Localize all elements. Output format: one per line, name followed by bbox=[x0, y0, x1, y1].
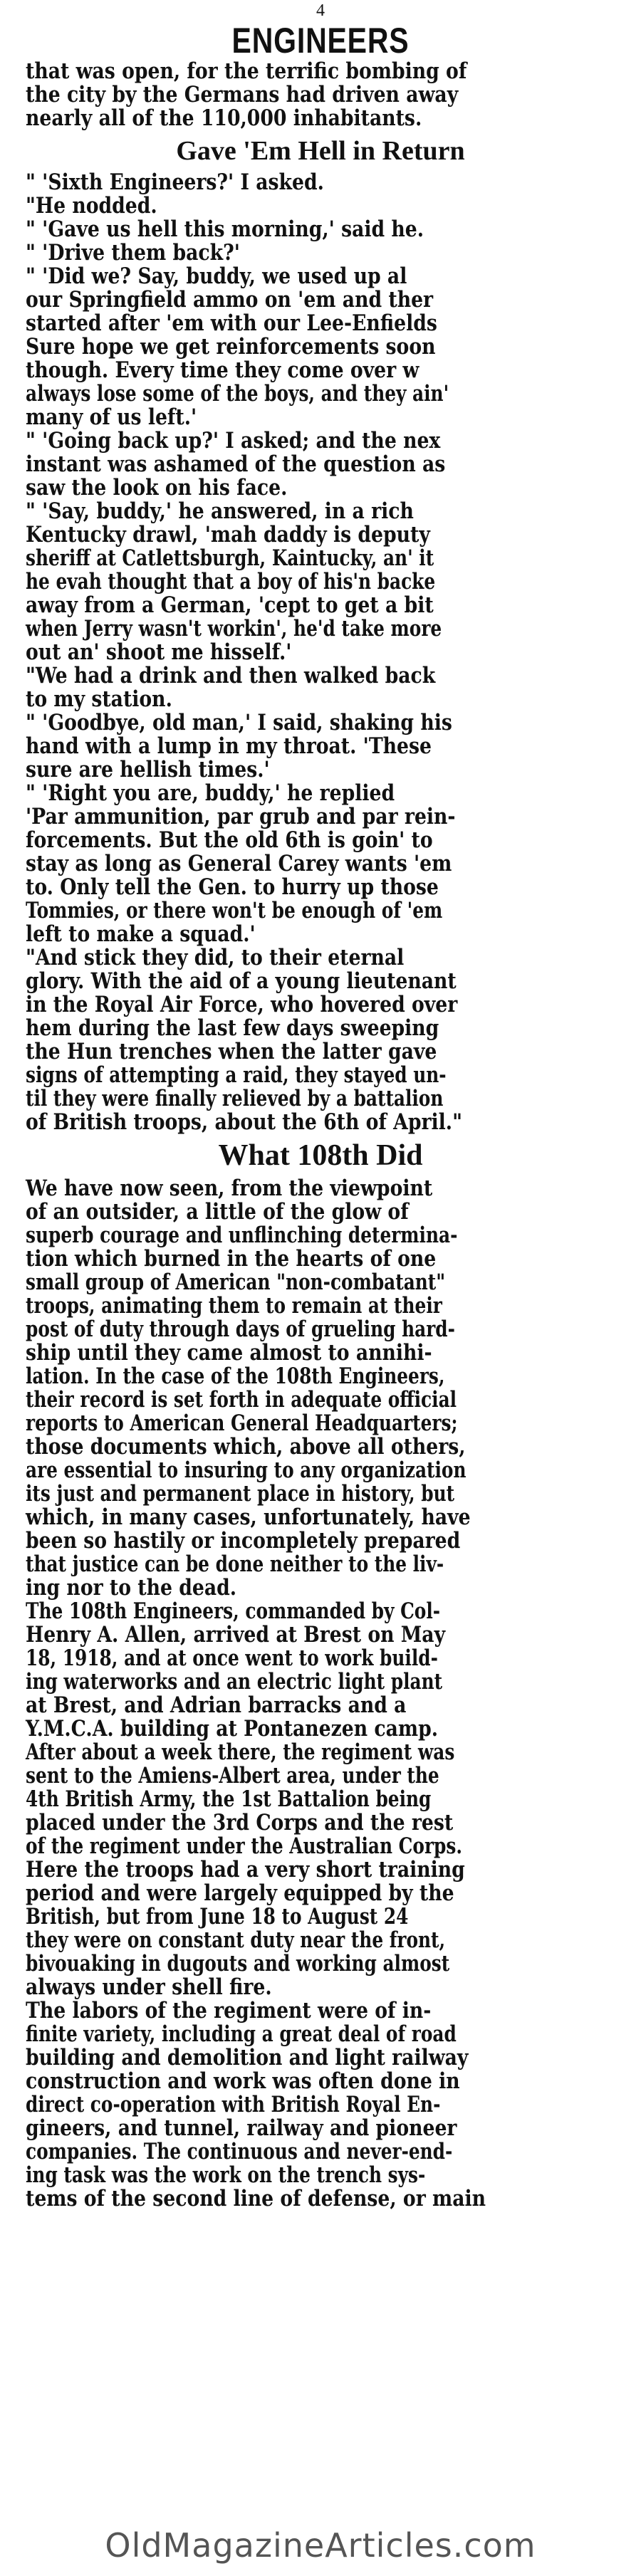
text-line: " 'Right you are, buddy,' he replied bbox=[26, 780, 395, 806]
text-line: left to make a squad.' bbox=[26, 921, 256, 947]
text-line: when Jerry wasn't workin', he'd take more bbox=[26, 616, 442, 642]
text-line: " 'Going back up?' I asked; and the nex bbox=[26, 428, 441, 454]
text-line: gineers, and tunnel, railway and pioneer bbox=[26, 2115, 457, 2141]
text-line: its just and permanent place in history, but bbox=[26, 1481, 455, 1507]
text-line: nearly all of the 110,000 inhabitants. bbox=[26, 105, 422, 131]
section-what-108th-did bbox=[26, 1134, 615, 2211]
text-line: started after 'em with our Lee-Enfields bbox=[26, 310, 437, 336]
text-line: We have now seen, from the viewpoint bbox=[26, 1176, 433, 1201]
text-line: " 'Goodbye, old man,' I said, shaking his bbox=[26, 710, 452, 735]
section-heading: Gave 'Em Hell in Return bbox=[176, 136, 465, 166]
text-line: building and demolition and light railway bbox=[26, 2045, 469, 2070]
text-line: superb courage and unflinching determina- bbox=[26, 1222, 458, 1248]
text-line: the Hun trenches when the latter gave bbox=[26, 1039, 437, 1064]
section-intro bbox=[26, 60, 615, 130]
text-line: ship until they came almost to annihi- bbox=[26, 1340, 432, 1366]
masthead-title: ENGINEERS bbox=[231, 21, 410, 61]
text-line: "And stick they did, to their eternal bbox=[26, 945, 405, 970]
text-line: stay as long as General Carey wants 'em bbox=[26, 851, 452, 876]
text-line: sure are hellish times.' bbox=[26, 757, 270, 782]
text-line: The 108th Engineers, commanded by Col- bbox=[26, 1598, 441, 1624]
text-line: companies. The continuous and never-end- bbox=[26, 2139, 453, 2164]
text-line: of an outsider, a little of the glow of bbox=[26, 1199, 409, 1225]
page-number: 4 bbox=[316, 1, 325, 20]
text-line: ing nor to the dead. bbox=[26, 1575, 237, 1601]
text-line: tems of the second line of defense, or main bbox=[26, 2186, 486, 2211]
text-line: in the Royal Air Force, who hovered over bbox=[26, 992, 458, 1017]
text-line: which, in many cases, unfortunately, have bbox=[26, 1504, 471, 1530]
text-line: Y.M.C.A. building at Pontanezen camp. bbox=[26, 1716, 439, 1742]
text-line: the city by the Germans had driven away bbox=[26, 82, 459, 108]
text-line: finite variety, including a great deal of road bbox=[26, 2021, 457, 2047]
text-line: period and were largely equipped by the bbox=[26, 1880, 454, 1906]
text-line: Henry A. Allen, arrived at Brest on May bbox=[26, 1622, 446, 1648]
text-line: small group of American "non-combatant" bbox=[26, 1269, 446, 1295]
text-line: are essential to insuring to any organization bbox=[26, 1457, 467, 1483]
text-line: tion which burned in the hearts of one bbox=[26, 1246, 437, 1272]
text-line: to. Only tell the Gen. to hurry up those bbox=[26, 874, 439, 900]
text-line: troops, animating them to remain at their bbox=[26, 1293, 442, 1319]
text-line: til they were finally relieved by a battalion bbox=[26, 1086, 444, 1111]
text-line: sent to the Amiens-Albert area, under the bbox=[26, 1763, 439, 1789]
text-line: hand with a lump in my throat. 'These bbox=[26, 733, 432, 759]
text-line: " 'Say, buddy,' he answered, in a rich bbox=[26, 498, 414, 524]
text-line: 18, 1918, and at once went to work build- bbox=[26, 1645, 438, 1671]
text-line: away from a German, 'cept to get a bit bbox=[26, 592, 434, 618]
text-line: of British troops, about the 6th of April." bbox=[26, 1109, 462, 1135]
text-line: though. Every time they come over w bbox=[26, 357, 419, 383]
text-line: reports to American General Headquarters; bbox=[26, 1410, 458, 1436]
text-line: to my station. bbox=[26, 686, 172, 712]
text-line: direct co-operation with British Royal En- bbox=[26, 2092, 441, 2117]
text-line: Here the troops had a very short training bbox=[26, 1857, 465, 1883]
text-line: British, but from June 18 to August 24 bbox=[26, 1904, 409, 1930]
site-watermark[interactable]: OldMagazineArticles.com bbox=[105, 2526, 536, 2565]
text-line: those documents which, above all others, bbox=[26, 1434, 466, 1460]
text-line: Kentucky drawl, 'mah daddy is deputy bbox=[26, 522, 430, 548]
text-line: always lose some of the boys, and they ain' bbox=[26, 381, 449, 407]
text-line: been so hastily or incompletely prepared bbox=[26, 1528, 461, 1554]
text-line: " 'Did we? Say, buddy, we used up al bbox=[26, 263, 407, 289]
text-line: many of us left.' bbox=[26, 404, 197, 430]
text-line: that justice can be done neither to the liv- bbox=[26, 1551, 444, 1577]
text-line: 'Par ammunition, par grub and par rein- bbox=[26, 804, 456, 829]
text-line: lation. In the case of the 108th Engineers, bbox=[26, 1363, 445, 1389]
text-line: their record is set forth in adequate official bbox=[26, 1387, 457, 1413]
text-line: ing waterworks and an electric light plant bbox=[26, 1669, 443, 1695]
text-line: sheriff at Catlettsburgh, Kaintucky, an' it bbox=[26, 545, 434, 571]
text-line: ing task was the work on the trench sys- bbox=[26, 2162, 426, 2188]
text-line: "We had a drink and then walked back bbox=[26, 663, 436, 688]
text-line: saw the look on his face. bbox=[26, 475, 288, 501]
text-line: always under shell fire. bbox=[26, 1974, 272, 2000]
text-line: forcements. But the old 6th is goin' to bbox=[26, 827, 433, 853]
text-line: post of duty through days of grueling hard- bbox=[26, 1316, 455, 1342]
text-line: instant was ashamed of the question as bbox=[26, 451, 446, 477]
text-line: construction and work was often done in bbox=[26, 2068, 460, 2094]
text-line: The labors of the regiment were of in- bbox=[26, 1998, 432, 2023]
text-line: After about a week there, the regiment was bbox=[26, 1739, 455, 1765]
text-line: he evah thought that a boy of his'n backe bbox=[26, 569, 436, 595]
text-line: bivouaking in dugouts and working almost bbox=[26, 1951, 450, 1976]
text-line: glory. With the aid of a young lieutenant bbox=[26, 968, 457, 994]
text-line: Tommies, or there won't be enough of 'em bbox=[26, 898, 443, 923]
text-line: of the regiment under the Australian Corps. bbox=[26, 1833, 462, 1859]
text-line: hem during the last few days sweeping bbox=[26, 1015, 439, 1041]
text-line: at Brest, and Adrian barracks and a bbox=[26, 1692, 407, 1718]
text-line: that was open, for the terrific bombing of bbox=[26, 58, 467, 84]
section-gave-em-hell bbox=[26, 131, 615, 1134]
text-line: out an' shoot me hisself.' bbox=[26, 639, 292, 665]
text-line: 4th British Army, the 1st Battalion being bbox=[26, 1786, 432, 1812]
text-line: " 'Sixth Engineers?' I asked. bbox=[26, 169, 324, 195]
text-line: placed under the 3rd Corps and the rest bbox=[26, 1810, 454, 1836]
text-line: " 'Gave us hell this morning,' said he. bbox=[26, 216, 424, 242]
text-line: " 'Drive them back?' bbox=[26, 240, 240, 266]
text-line: "He nodded. bbox=[26, 193, 157, 219]
text-line: Sure hope we get reinforcements soon bbox=[26, 334, 436, 360]
section-heading: What 108th Did bbox=[218, 1139, 423, 1172]
text-line: they were on constant duty near the front, bbox=[26, 1927, 446, 1953]
text-line: our Springfield ammo on 'em and ther bbox=[26, 287, 434, 313]
text-line: signs of attempting a raid, they stayed un- bbox=[26, 1062, 447, 1088]
